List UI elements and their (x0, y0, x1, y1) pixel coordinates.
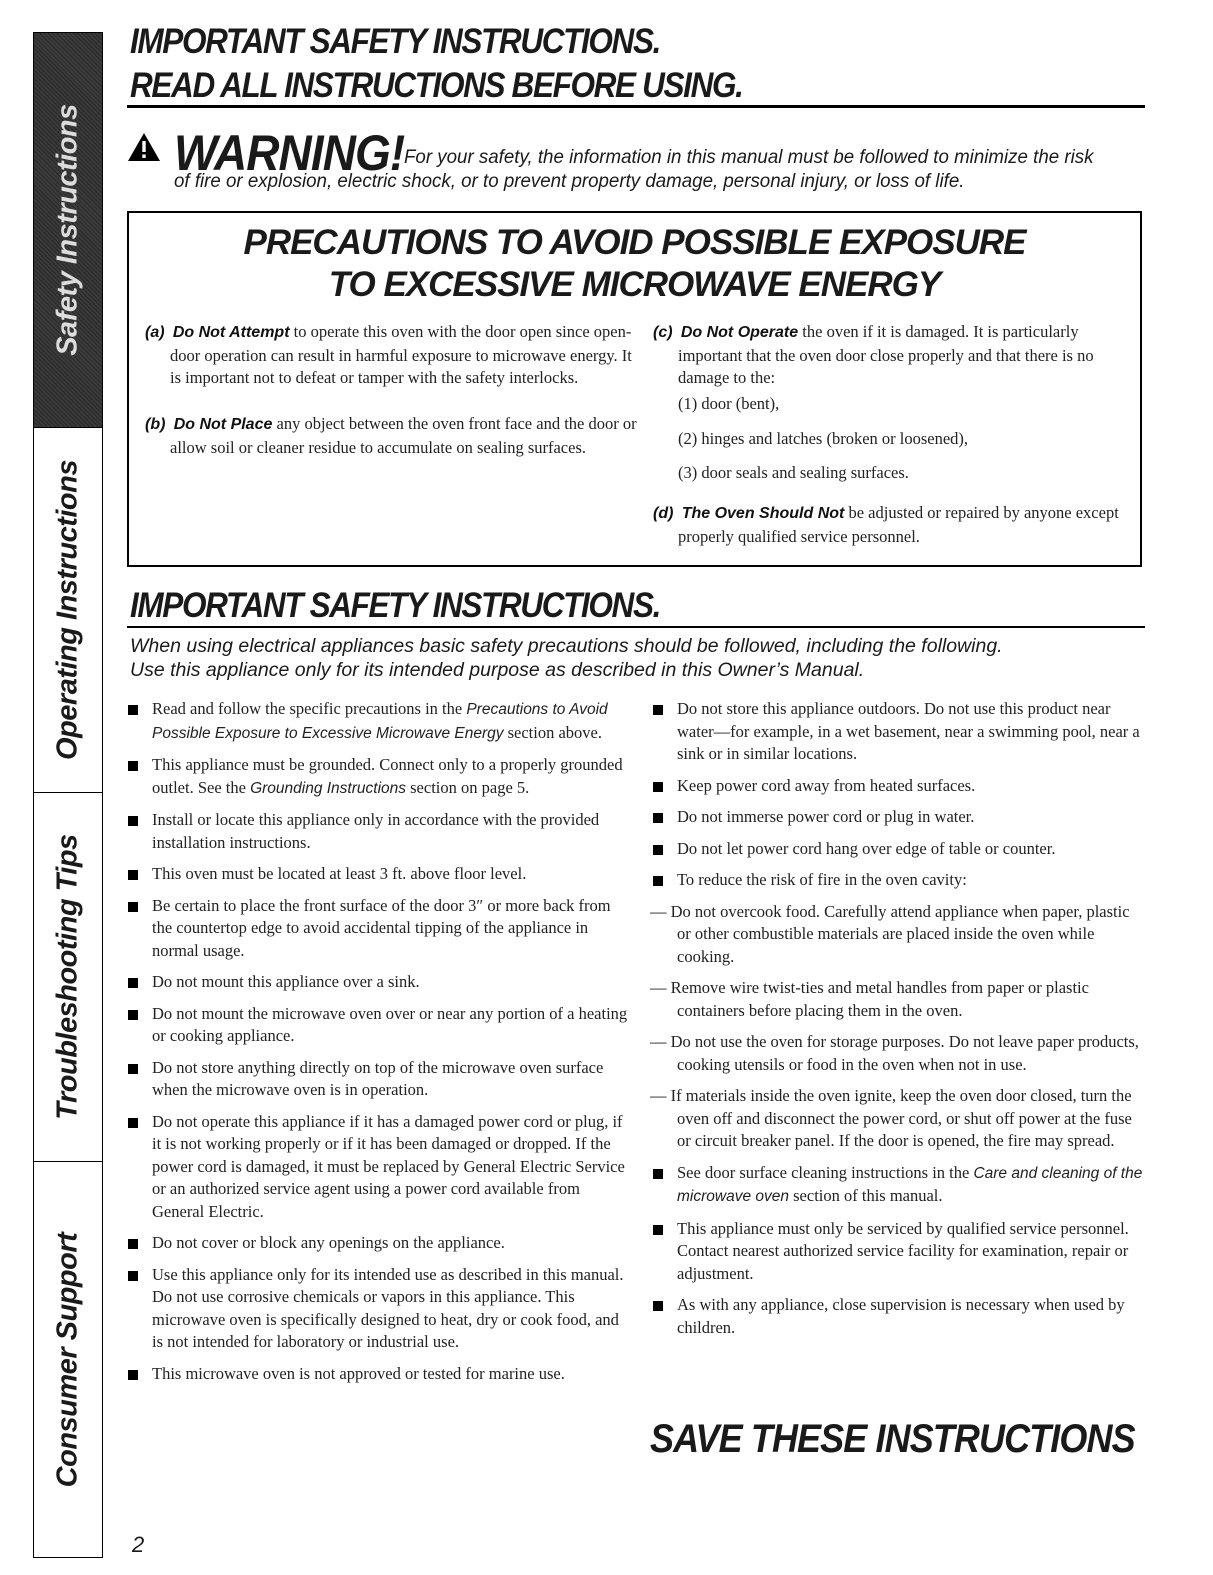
list-item: Do not mount the microwave oven over or near any portion of a heating or cooking appliance. (125, 1003, 630, 1048)
list-item: Do not cover or block any openings on the appliance. (125, 1232, 630, 1255)
list-item: Install or locate this appliance only in accordance with the provided installation instructions. (125, 809, 630, 854)
list-item: See door surface cleaning instructions in the Care and cleaning of the microwave oven section of this manual. (650, 1162, 1145, 1209)
warning-text-2: of fire or explosion, electric shock, or to prevent property damage, personal injury, or loss of life. (174, 170, 965, 192)
list-item: Be certain to place the front surface of the door 3″ or more back from the countertop edge to avoid accidental tipping of the appliance in normal usage. (125, 895, 630, 963)
tab-label: Troubleshooting Tips (51, 834, 84, 1120)
dash-item: — Do not overcook food. Carefully attend appliance when paper, plastic or other combustible materials are placed inside the oven while cooking. (650, 901, 1130, 966)
list-item: Do not store this appliance outdoors. Do not use this product near water—for example, in a wet basement, near a swimming pool, near a sink or in similar locations. (650, 698, 1145, 766)
important-rule (127, 626, 1145, 628)
precautions-box (127, 211, 1142, 567)
precaution-b: (b) Do Not Place any object between the oven front face and the door or allow soil or cleaner residue to accumulate on sealing surfaces. (145, 414, 637, 457)
list-item: Do not immerse power cord or plug in water. (650, 806, 1145, 829)
header-rule (127, 105, 1145, 108)
warning-text-1: For your safety, the information in this manual must be followed to minimize the risk (404, 146, 1094, 168)
list-item: This microwave oven is not approved or tested for marine use. (125, 1363, 630, 1386)
precaution-c: (c) Do Not Operate the oven if it is damaged. It is particularly important that the oven door close properly and that there is no damage to the: (653, 322, 1094, 387)
dash-item: — If materials inside the oven ignite, keep the oven door closed, turn the oven off and disconnect the power cord, or shut off power at the fuse or circuit breaker panel. If the door is opened, the fire may spread. (650, 1086, 1132, 1150)
tab-label: Safety Instructions (51, 104, 84, 356)
precautions-title-2: TO EXCESSIVE MICROWAVE ENERGY (328, 265, 941, 304)
important-subtitle-1: When using electrical appliances basic safety precautions should be followed, including the following. (130, 635, 1003, 657)
tab-consumer-support[interactable] (34, 1162, 102, 1557)
page-number: 2 (132, 1532, 145, 1557)
dash-item: — Remove wire twist-ties and metal handles from paper or plastic containers before placing them in the oven. (650, 978, 1089, 1020)
precaution-c-item-1: (1) door (bent), (678, 394, 780, 413)
precaution-c-item-3: (3) door seals and sealing surfaces. (678, 463, 909, 482)
important-subtitle-2: Use this appliance only for its intended purpose as described in this Owner’s Manual. (130, 659, 865, 681)
side-tab-bar (33, 32, 103, 1558)
list-item: Do not store anything directly on top of the microwave oven surface when the microwave oven is in operation. (125, 1057, 630, 1102)
left-bullet-list (125, 698, 630, 1394)
list-item: Do not mount this appliance over a sink. (125, 971, 630, 994)
right-bullet-list (650, 698, 1145, 1348)
save-instructions-title: SAVE THESE INSTRUCTIONS (650, 1417, 1135, 1461)
header-line-1: IMPORTANT SAFETY INSTRUCTIONS. (130, 22, 661, 61)
header-line-2: READ ALL INSTRUCTIONS BEFORE USING. (130, 66, 743, 105)
list-item: This oven must be located at least 3 ft. above floor level. (125, 863, 630, 886)
list-item: Use this appliance only for its intended use as described in this manual. Do not use corrosive chemicals or vapors in this appliance. This microwave oven is specifically designed to heat, dry or cook food, and is not intended for laboratory or industrial use. (125, 1264, 630, 1354)
list-item: This appliance must only be serviced by qualified service personnel. Contact nearest authorized service facility for examination, repair or adjustment. (650, 1218, 1145, 1286)
tab-operating-instructions[interactable] (34, 428, 102, 793)
list-item: Do not operate this appliance if it has a damaged power cord or plug, if it is not working properly or if it has been damaged or dropped. If the power cord is damaged, it must be replaced by General Electric Service or an authorized service agent using a power cord available from General Electric. (125, 1111, 630, 1224)
warning-word: WARNING! (174, 125, 405, 181)
dash-item: — Do not use the oven for storage purposes. Do not leave paper products, cooking utensils or food in the oven when not in use. (650, 1032, 1139, 1074)
list-item: Keep power cord away from heated surfaces. (650, 775, 1145, 798)
warning-triangle-icon (127, 132, 161, 162)
tab-safety-instructions[interactable] (34, 33, 102, 428)
tab-label: Consumer Support (51, 1232, 84, 1487)
tab-label: Operating Instructions (51, 460, 84, 760)
list-item: As with any appliance, close supervision is necessary when used by children. (650, 1294, 1145, 1339)
list-item: Read and follow the specific precautions in the Precautions to Avoid Possible Exposure to Excessive Microwave Energy section above. (125, 698, 630, 745)
list-item: Do not let power cord hang over edge of table or counter. (650, 838, 1145, 861)
list-item: To reduce the risk of fire in the oven cavity: (650, 869, 1145, 892)
precaution-d: (d) The Oven Should Not be adjusted or repaired by anyone except properly qualified service personnel. (653, 503, 1119, 546)
important-heading: IMPORTANT SAFETY INSTRUCTIONS. (130, 586, 661, 625)
precaution-c-item-2: (2) hinges and latches (broken or loosened), (678, 429, 969, 448)
list-item: This appliance must be grounded. Connect only to a properly grounded outlet. See the Grounding Instructions section on page 5. (125, 754, 630, 800)
precautions-title-1: PRECAUTIONS TO AVOID POSSIBLE EXPOSURE (243, 223, 1026, 262)
tab-troubleshooting-tips[interactable] (34, 793, 102, 1162)
precaution-a: (a) Do Not Attempt to operate this oven with the door open since open-door operation can result in harmful exposure to microwave energy. It is important not to defeat or tamper with the safety interlocks. (145, 322, 632, 387)
